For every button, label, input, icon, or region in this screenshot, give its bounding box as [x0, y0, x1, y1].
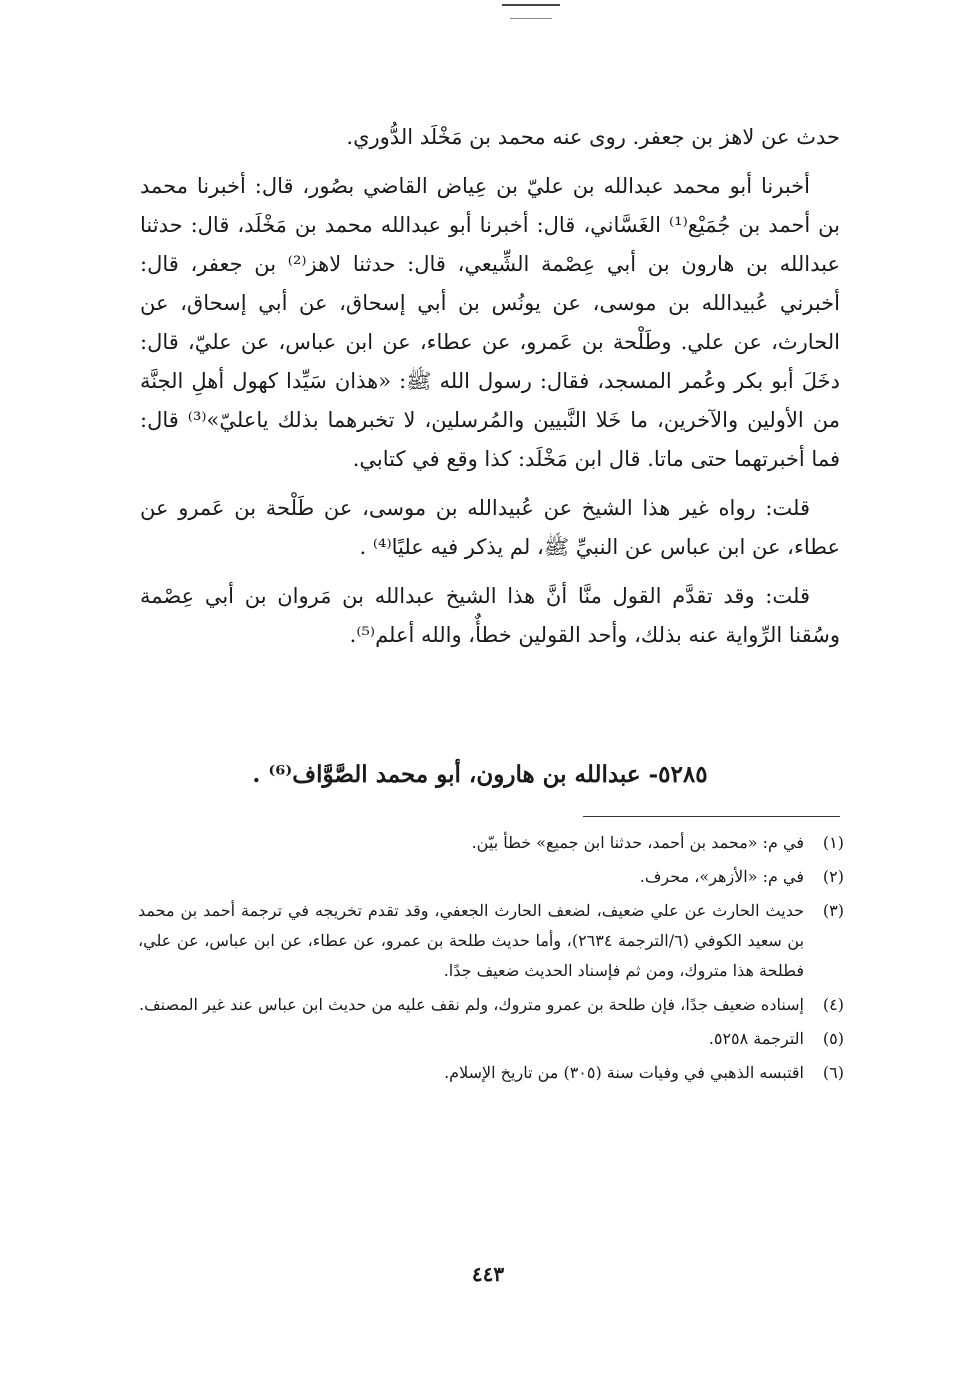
footnotes: [138, 828, 844, 1092]
footnote-5: [138, 1024, 844, 1054]
top-rule-secondary: [510, 18, 552, 19]
intro-line: حدث عن لاهز بن جعفر. روى عنه محمد بن مَخْلَد الدُّوري.: [346, 125, 840, 149]
footnote-number: (١): [822, 833, 844, 852]
footnote-4: [138, 990, 844, 1020]
footnote-2: [138, 862, 844, 892]
paragraph-note-1: قلت: رواه غير هذا الشيخ عن عُبيدالله بن موسى، عن طَلْحة بن عَمرو عن عطاء، عن ابن عباس عن النبيِّ ﷺ، لم يذكر فيه عليًا⁽⁴⁾ .: [140, 496, 840, 559]
footnote-number: (٤): [822, 995, 844, 1014]
entry-heading: ٥٢٨٥- عبدالله بن هارون، أبو محمد الصَّوَّاف⁽⁶⁾ .: [252, 761, 708, 788]
page-number: ٤٤٣: [471, 1262, 505, 1286]
footnote-1: [138, 828, 844, 858]
top-rule: [502, 4, 560, 6]
footnote-number: (٢): [822, 867, 844, 886]
footnote-number: (٣): [822, 901, 844, 920]
footnote-number: (٦): [822, 1063, 844, 1082]
main-text: [140, 118, 840, 665]
footnote-text: اقتبسه الذهبي في وفيات سنة (٣٠٥) من تاريخ الإسلام.: [444, 1063, 804, 1082]
footnote-3: [138, 896, 844, 986]
footnote-text: في م: «الأزهر»، محرف.: [639, 867, 804, 886]
footnote-6: [138, 1058, 844, 1088]
paragraph-note-2: قلت: وقد تقدَّم القول منَّا أنَّ هذا الشيخ عبدالله بن مَروان بن أبي عِصْمة وسُقنا الرِّواية عنه بذلك، وأحد القولين خطأٌ، والله أعلم⁽⁵⁾.: [140, 584, 840, 647]
paragraph-hadith: أخبرنا أبو محمد عبدالله بن عليّ بن عِياض القاضي بصُور، قال: أخبرنا محمد بن أحمد بن جُمَيْع⁽¹⁾ الغَسَّاني، قال: أخبرنا أبو عبدالله محمد بن مَخْلَد، قال: حدثنا عبدالله بن هارون بن أبي عِصْمة الشِّيعي، قال: حدثنا لاهز⁽²⁾ بن جعفر، قال: أخبرني عُبيدالله بن موسى، عن يونُس بن أبي إسحاق، عن أبي إسحاق، عن الحارث، عن علي. وطَلْحة بن عَمرو، عن عطاء، عن ابن عباس، عن عليّ، قال: دخَلَ أبو بكر وعُمر المسجد، فقال: رسول الله ﷺ: «هذان سَيِّدا كهول أهلِ الجنَّة من الأولين والآخرين، ما خَلا النَّبيين والمُرسلين، لا تخبرهما بذلك ياعليّ»⁽³⁾ قال: فما أخبرتهما حتى ماتا. قال ابن مَخْلَد: كذا وقع في كتابي.: [140, 174, 841, 471]
footnote-text: حديث الحارث عن علي ضعيف، لضعف الحارث الجعفي، وقد تقدم تخريجه في ترجمة أحمد بن محمد بن سعيد الكوفي (٦/الترجمة ٢٦٣٤)، وأما حديث طلحة بن عمرو، عن عطاء، عن ابن عباس، عن علي، فطلحة هذا متروك، ومن ثم فإسناد الحديث ضعيف جدًا.: [138, 901, 805, 980]
footnote-text: إسناده ضعيف جدًا، فإن طلحة بن عمرو متروك، ولم نقف عليه من حديث ابن عباس عند غير المصنف.: [138, 995, 804, 1014]
footnote-number: (٥): [822, 1029, 844, 1048]
footnote-text: في م: «محمد بن أحمد، حدثنا ابن جميع» خطأ بيّن.: [471, 833, 804, 852]
footnote-divider: [583, 816, 840, 817]
footnote-text: الترجمة ٥٢٥٨.: [708, 1029, 804, 1048]
